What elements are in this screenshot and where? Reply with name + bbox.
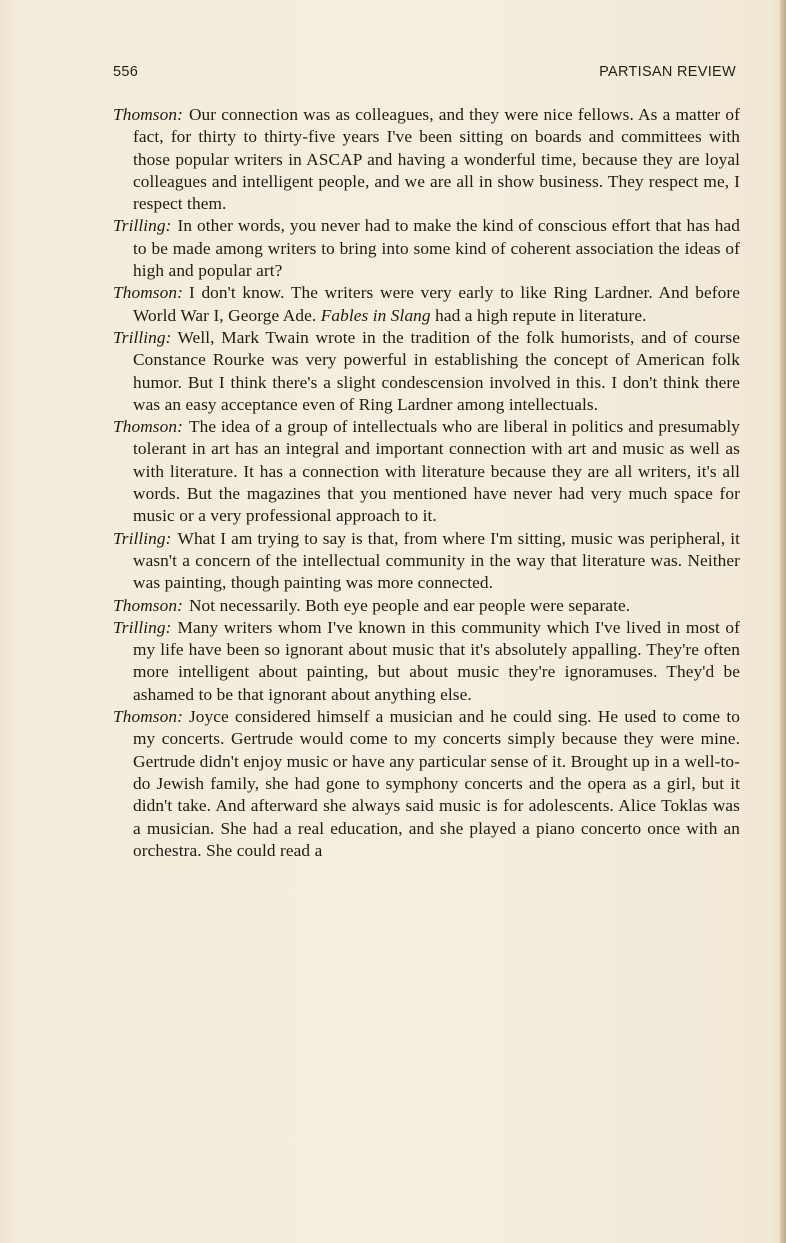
page-number: 556 [113, 64, 139, 80]
running-header [113, 64, 736, 84]
dialogue-paragraph [113, 104, 740, 215]
dialogue-paragraph [113, 617, 740, 706]
dialogue-paragraph [113, 706, 740, 862]
paragraph-text: Many writers whom I've known in this community which I've lived in most of my life have been so ignorant about music that it's absolutely appalling. They're often more intelligent about painting, but about music they're ignoramuses. They'd be ashamed to be that ignorant about anything else. [133, 617, 740, 704]
paragraph-text: What I am trying to say is that, from where I'm sitting, music was peripheral, it wasn't a concern of the intellectual community in the way that literature was. Neither was painting, though painting was more connected. [133, 528, 740, 593]
paragraph-text: Well, Mark Twain wrote in the tradition of the folk humorists, and of course Constance Rourke was very powerful in establishing the concept of American folk humor. But I think there's a slight condescension involved in this. I don't think there was an easy acceptance even of Ring Lardner among intellectuals. [133, 327, 740, 414]
dialogue-paragraph [113, 215, 740, 282]
speaker-label: Thomson: [113, 595, 183, 615]
dialogue-paragraph [113, 528, 740, 595]
speaker-label: Trilling: [113, 216, 172, 236]
paragraph-text: Joyce considered himself a musician and he could sing. He used to come to my concerts. Gertrude would come to my concerts simply because they were mine. Gertrude didn't enjoy music or have any particular sense of it. Brought up in a well-to-do Jewish family, she had gone to symphony concerts and the opera as a girl, but it didn't take. And afterward she always said music is for adolescents. Alice Toklas was a musician. She had a real education, and she played a piano concerto once with an orchestra. She could read a [133, 707, 740, 860]
interview-text [113, 104, 740, 862]
journal-title: PARTISAN REVIEW [599, 64, 736, 80]
speaker-label: Trilling: [113, 327, 172, 347]
page-edge [780, 0, 786, 1243]
speaker-label: Trilling: [113, 617, 172, 637]
paragraph-text: Not necessarily. Both eye people and ear people were separate. [188, 595, 631, 615]
dialogue-paragraph [113, 416, 740, 527]
dialogue-paragraph [113, 282, 740, 327]
paragraph-text: Our connection was as colleagues, and they were nice fellows. As a matter of fact, for thirty to thirty-five years I've been sitting on boards and committees with those popular writers in ASCAP and having a wonderful time, because they are loyal colleagues and intelligent people, and we are all in show business. They respect me, I respect them. [133, 105, 740, 214]
paragraph-text: I don't know. The writers were very early to like Ring Lardner. And before World War I, George Ade. [133, 283, 740, 325]
speaker-label: Trilling: [113, 528, 172, 548]
dialogue-paragraph [113, 595, 740, 617]
speaker-label: Thomson: [113, 707, 183, 727]
paragraph-text: had a high repute in literature. [430, 305, 647, 325]
speaker-label: Thomson: [113, 417, 183, 437]
speaker-label: Thomson: [113, 105, 183, 124]
speaker-label: Thomson: [113, 283, 183, 303]
dialogue-paragraph [113, 327, 740, 416]
paragraph-text: In other words, you never had to make the kind of conscious effort that has had to be made among writers to bring into some kind of coherent association the ideas of high and popular art? [133, 216, 740, 281]
paragraph-text: The idea of a group of intellectuals who are liberal in politics and presumably tolerant in art has an integral and important connection with art and music as well as with literature. It has a connection with literature because they are all writers, it's all words. But the magazines that you mentioned have never had very much space for music or a very professional approach to it. [133, 417, 740, 526]
book-title: Fables in Slang [320, 305, 431, 325]
